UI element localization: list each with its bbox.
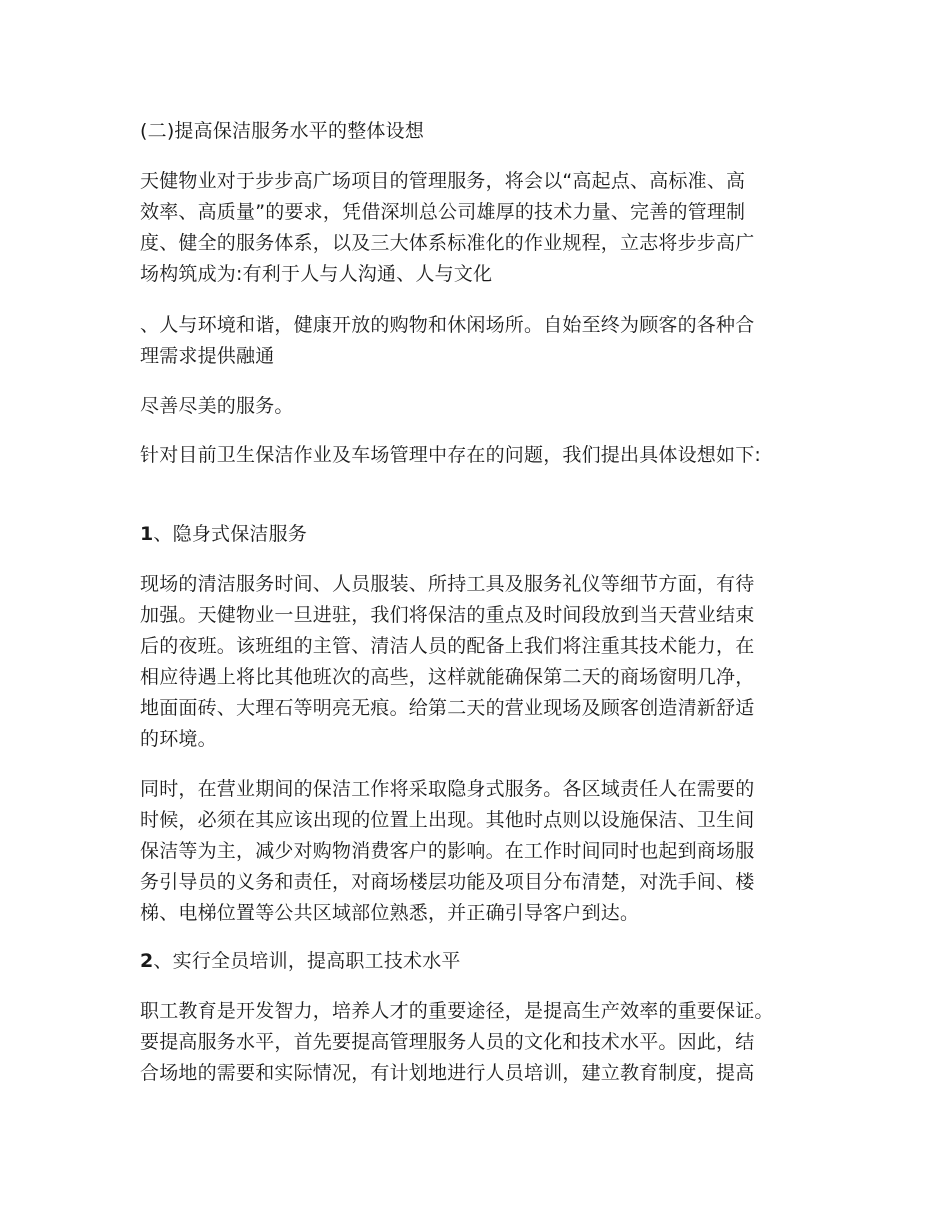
paragraph-line: 合场地的需要和实际情况，有计划地进行人员培训，建立教育制度，提高 [140,1062,755,1084]
section-2-title [140,948,461,974]
section-2-number: 2 [140,950,154,972]
paragraph-line: 要提高服务水平，首先要提高管理服务人员的文化和技术水平。因此，结 [140,1031,755,1053]
paragraph-line: 时候，必须在其应该出现的位置上出现。其他时点则以设施保洁、卫生间 [140,809,755,831]
paragraph-line: 后的夜班。该班组的主管、清洁人员的配备上我们将注重其技术能力，在 [140,635,755,657]
section-1-text: 、隐身式保洁服务 [153,523,308,545]
paragraph-line: 的环境。 [140,728,217,750]
paragraph-line: 场构筑成为:有利于人与人沟通、人与文化 [140,263,493,285]
paragraph-line: 针对目前卫生保洁作业及车场管理中存在的问题，我们提出具体设想如下: [140,444,762,466]
paragraph-line: 、人与环境和谐，健康开放的购物和休闲场所。自始至终为顾客的各种合 [140,314,755,336]
paragraph-line: 地面面砖、大理石等明亮无痕。给第二天的营业现场及顾客创造清新舒适 [140,697,755,719]
section-1-number: 1 [140,523,154,545]
paragraph-line: 梯、电梯位置等公共区域部位熟悉，并正确引导客户到达。 [140,902,640,924]
paragraph-line: 尽善尽美的服务。 [140,395,294,417]
paragraph-line: 务引导员的义务和责任，对商场楼层功能及项目分布清楚，对洗手间、楼 [140,871,755,893]
paragraph-line: 天健物业对于步步高广场项目的管理服务，将会以“高起点、高标准、高 [140,170,746,192]
paragraph-line: 同时，在营业期间的保洁工作将采取隐身式服务。各区域责任人在需要的 [140,778,755,800]
section-2-text: 、实行全员培训，提高职工技术水平 [153,950,461,972]
paragraph-line: 理需求提供融通 [140,345,275,367]
paragraph-line: 职工教育是开发智力，培养人才的重要途径，是提高生产效率的重要保证。 [140,1000,774,1022]
paragraph-line: 效率、高质量”的要求，凭借深圳总公司雄厚的技术力量、完善的管理制 [140,201,746,223]
paragraph-line: 加强。天健物业一旦进驻，我们将保洁的重点及时间段放到当天营业结束 [140,604,755,626]
paragraph-line: 保洁等为主，减少对购物消费客户的影响。在工作时间同时也起到商场服 [140,840,755,862]
section-1-title [140,521,307,547]
section-heading: (二)提高保洁服务水平的整体设想 [140,120,425,142]
paragraph-line: 现场的清洁服务时间、人员服装、所持工具及服务礼仪等细节方面，有待 [140,573,755,595]
paragraph-line: 度、健全的服务体系，以及三大体系标准化的作业规程，立志将步步高广 [140,232,755,254]
paragraph-line: 相应待遇上将比其他班次的高些，这样就能确保第二天的商场窗明几净， [140,666,755,688]
